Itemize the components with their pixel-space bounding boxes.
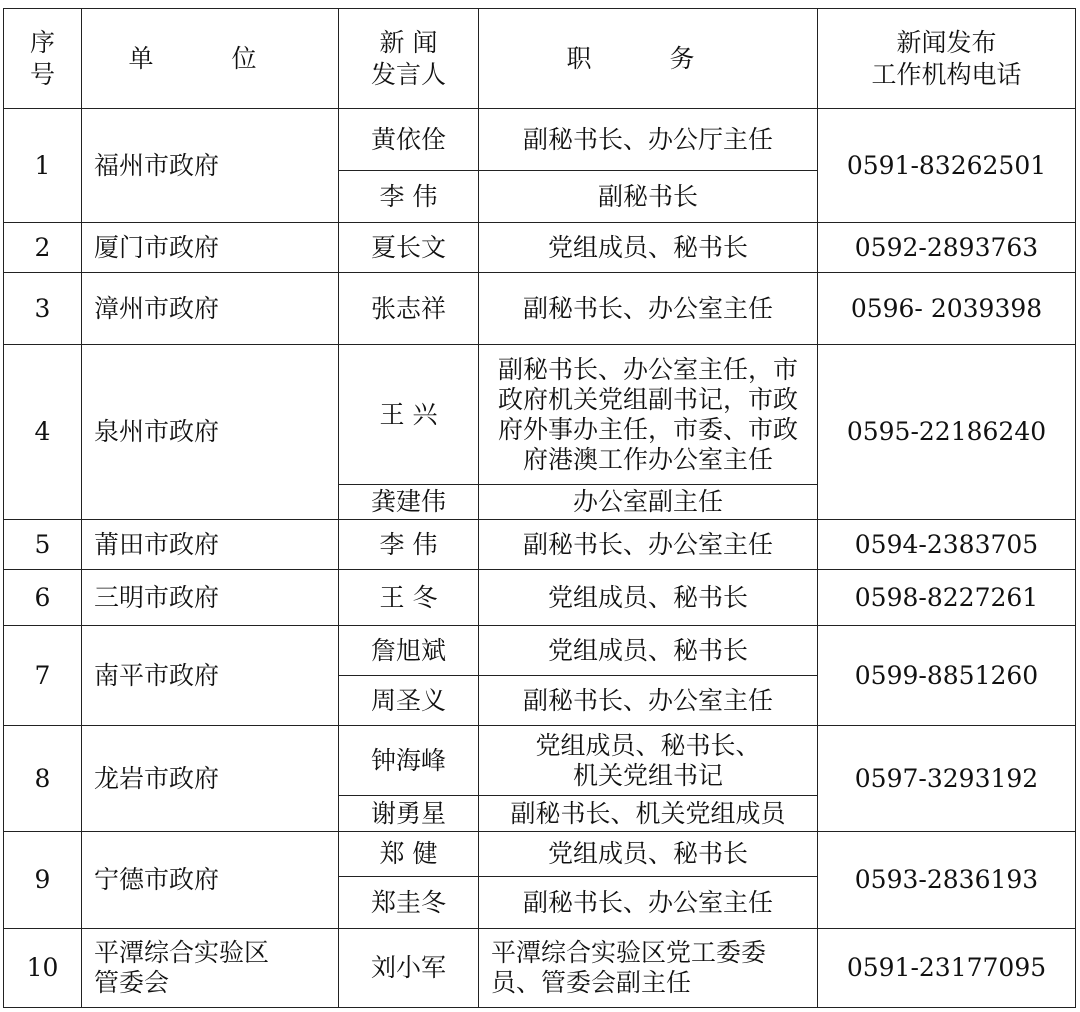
- table-row: [4, 929, 1076, 1008]
- table-row: [4, 832, 1076, 877]
- speaker-position: 党组成员、秘书长: [479, 626, 818, 676]
- speaker-position: 副秘书长、办公室主任，市 政府机关党组副书记，市政 府外事办主任，市委、市政 府港澳工作办公室主任: [479, 345, 818, 485]
- speaker-name: 夏长文: [339, 223, 479, 273]
- row-phone: 0599-8851260: [818, 626, 1076, 726]
- row-phone: 0597-3293192: [818, 726, 1076, 832]
- speaker-name: 王 冬: [339, 570, 479, 626]
- row-seq: 6: [4, 570, 82, 626]
- speaker-position: 副秘书长、办公室主任: [479, 676, 818, 726]
- speaker-name: 郑圭冬: [339, 877, 479, 929]
- row-unit: 泉州市政府: [82, 345, 339, 520]
- speaker-position: 副秘书长、办公室主任: [479, 273, 818, 345]
- row-seq: 10: [4, 929, 82, 1008]
- table-row: [4, 520, 1076, 570]
- row-phone: 0593-2836193: [818, 832, 1076, 929]
- speaker-name: 刘小军: [339, 929, 479, 1008]
- row-unit: 厦门市政府: [82, 223, 339, 273]
- speaker-name: 詹旭斌: [339, 626, 479, 676]
- speaker-position: 党组成员、秘书长: [479, 570, 818, 626]
- speaker-position: 副秘书长、机关党组成员: [479, 796, 818, 832]
- row-phone: 0592-2893763: [818, 223, 1076, 273]
- speaker-position: 副秘书长、办公室主任: [479, 520, 818, 570]
- speaker-position: 党组成员、秘书长、 机关党组书记: [479, 726, 818, 796]
- row-phone: 0598-8227261: [818, 570, 1076, 626]
- table-row: [4, 626, 1076, 676]
- header-seq: 序 号: [4, 9, 82, 109]
- row-unit: 莆田市政府: [82, 520, 339, 570]
- speaker-name: 龚建伟: [339, 485, 479, 520]
- speaker-name: 李 伟: [339, 171, 479, 223]
- header-position: 职 务: [479, 9, 818, 109]
- speaker-name: 李 伟: [339, 520, 479, 570]
- speaker-name: 郑 健: [339, 832, 479, 877]
- speaker-name: 张志祥: [339, 273, 479, 345]
- table-row: [4, 109, 1076, 171]
- row-phone: 0596- 2039398: [818, 273, 1076, 345]
- row-unit: 漳州市政府: [82, 273, 339, 345]
- speaker-position: 党组成员、秘书长: [479, 223, 818, 273]
- table-row: [4, 273, 1076, 345]
- row-phone: 0591-83262501: [818, 109, 1076, 223]
- row-unit: 福州市政府: [82, 109, 339, 223]
- speaker-position: 平潭综合实验区党工委委 员、管委会副主任: [479, 929, 818, 1008]
- table-row: [4, 726, 1076, 796]
- table-row: [4, 345, 1076, 485]
- speaker-name: 黄依佺: [339, 109, 479, 171]
- speaker-name: 谢勇星: [339, 796, 479, 832]
- row-seq: 2: [4, 223, 82, 273]
- speaker-position: 办公室副主任: [479, 485, 818, 520]
- header-phone: 新闻发布 工作机构电话: [818, 9, 1076, 109]
- speaker-name: 周圣义: [339, 676, 479, 726]
- row-phone: 0595-22186240: [818, 345, 1076, 520]
- row-seq: 4: [4, 345, 82, 520]
- speaker-position: 副秘书长、办公厅主任: [479, 109, 818, 171]
- row-seq: 8: [4, 726, 82, 832]
- row-phone: 0594-2383705: [818, 520, 1076, 570]
- speaker-position: 党组成员、秘书长: [479, 832, 818, 877]
- row-unit: 南平市政府: [82, 626, 339, 726]
- row-seq: 5: [4, 520, 82, 570]
- row-unit: 宁德市政府: [82, 832, 339, 929]
- row-seq: 1: [4, 109, 82, 223]
- row-phone: 0591-23177095: [818, 929, 1076, 1008]
- row-seq: 9: [4, 832, 82, 929]
- row-seq: 7: [4, 626, 82, 726]
- row-seq: 3: [4, 273, 82, 345]
- row-unit: 龙岩市政府: [82, 726, 339, 832]
- row-unit: 平潭综合实验区 管委会: [82, 929, 339, 1008]
- speaker-position: 副秘书长、办公室主任: [479, 877, 818, 929]
- table-row: [4, 223, 1076, 273]
- speaker-position: 副秘书长: [479, 171, 818, 223]
- header-speaker: 新 闻 发言人: [339, 9, 479, 109]
- row-unit: 三明市政府: [82, 570, 339, 626]
- header-unit: 单 位: [82, 9, 339, 109]
- table-header-row: [4, 9, 1076, 109]
- table-row: [4, 570, 1076, 626]
- speaker-name: 王 兴: [339, 345, 479, 485]
- speaker-name: 钟海峰: [339, 726, 479, 796]
- spokesperson-table: [3, 8, 1076, 1008]
